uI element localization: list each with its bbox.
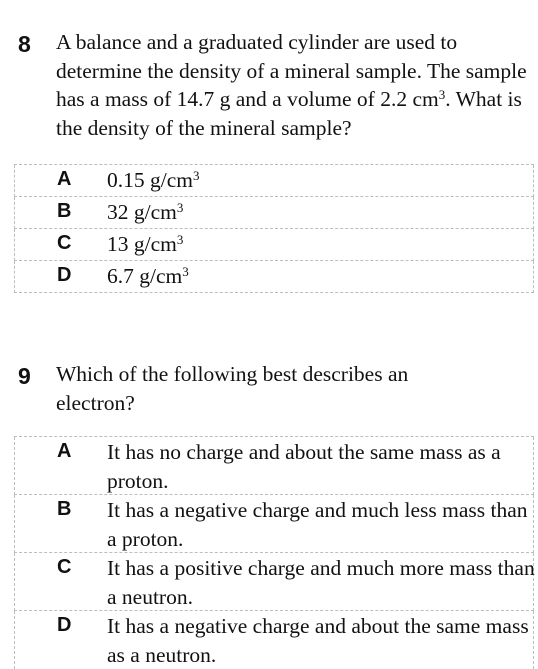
question-stem: Which of the following best describes an electron? [56, 362, 409, 415]
choice-exponent: 3 [182, 264, 189, 279]
answer-choices [14, 164, 534, 293]
question-number: 9 [18, 363, 31, 389]
question-stem-exponent: 3 [438, 87, 446, 102]
choice-text: It has a negative charge and much less mass than a proton. [107, 498, 528, 551]
question-stem-tail: . What is the density of the mineral sample? [56, 87, 522, 140]
choice-text: It has a negative charge and about the same mass as a neutron. [107, 614, 529, 667]
answer-choice-b[interactable] [14, 495, 534, 553]
choice-value: 13 g/cm [107, 232, 177, 256]
answer-choice-a[interactable] [14, 437, 534, 495]
question-number: 8 [18, 31, 31, 57]
choice-letter: B [57, 498, 72, 520]
choice-exponent: 3 [176, 200, 184, 215]
choice-text [107, 230, 538, 259]
question-stem-unit: cm [412, 87, 439, 111]
choice-text: It has no charge and about the same mass as a proton. [107, 440, 501, 493]
answer-choice-c[interactable] [14, 229, 534, 261]
choice-letter: A [57, 440, 72, 462]
choice-letter: C [57, 232, 72, 254]
choice-letter: C [57, 556, 72, 578]
choice-letter: A [57, 168, 72, 190]
choice-letter: D [57, 614, 72, 636]
answer-choices [14, 436, 534, 669]
choice-value: 6.7 g/cm [107, 264, 183, 288]
choice-text [107, 262, 538, 291]
answer-choice-c[interactable] [14, 553, 534, 611]
choice-exponent: 3 [193, 168, 200, 183]
choice-text [107, 166, 538, 195]
choice-text: It has a positive charge and much more mass than a neutron. [107, 556, 535, 609]
question-stem [56, 28, 534, 142]
choice-text [107, 198, 538, 227]
choice-value: 0.15 g/cm [107, 168, 193, 192]
question-stem-text: A balance and a graduated cylinder are used to determine the density of a mineral sample. The sample has a mass of 14.7 g and a volume of 2.2 [56, 30, 527, 111]
choice-value: 32 g/cm [107, 200, 177, 224]
answer-choice-b[interactable] [14, 197, 534, 229]
answer-choice-a[interactable] [14, 165, 534, 197]
answer-choice-d[interactable] [14, 261, 534, 293]
choice-exponent: 3 [176, 232, 184, 247]
answer-choice-d[interactable] [14, 611, 534, 669]
choice-letter: B [57, 200, 72, 222]
choice-letter: D [57, 264, 72, 286]
